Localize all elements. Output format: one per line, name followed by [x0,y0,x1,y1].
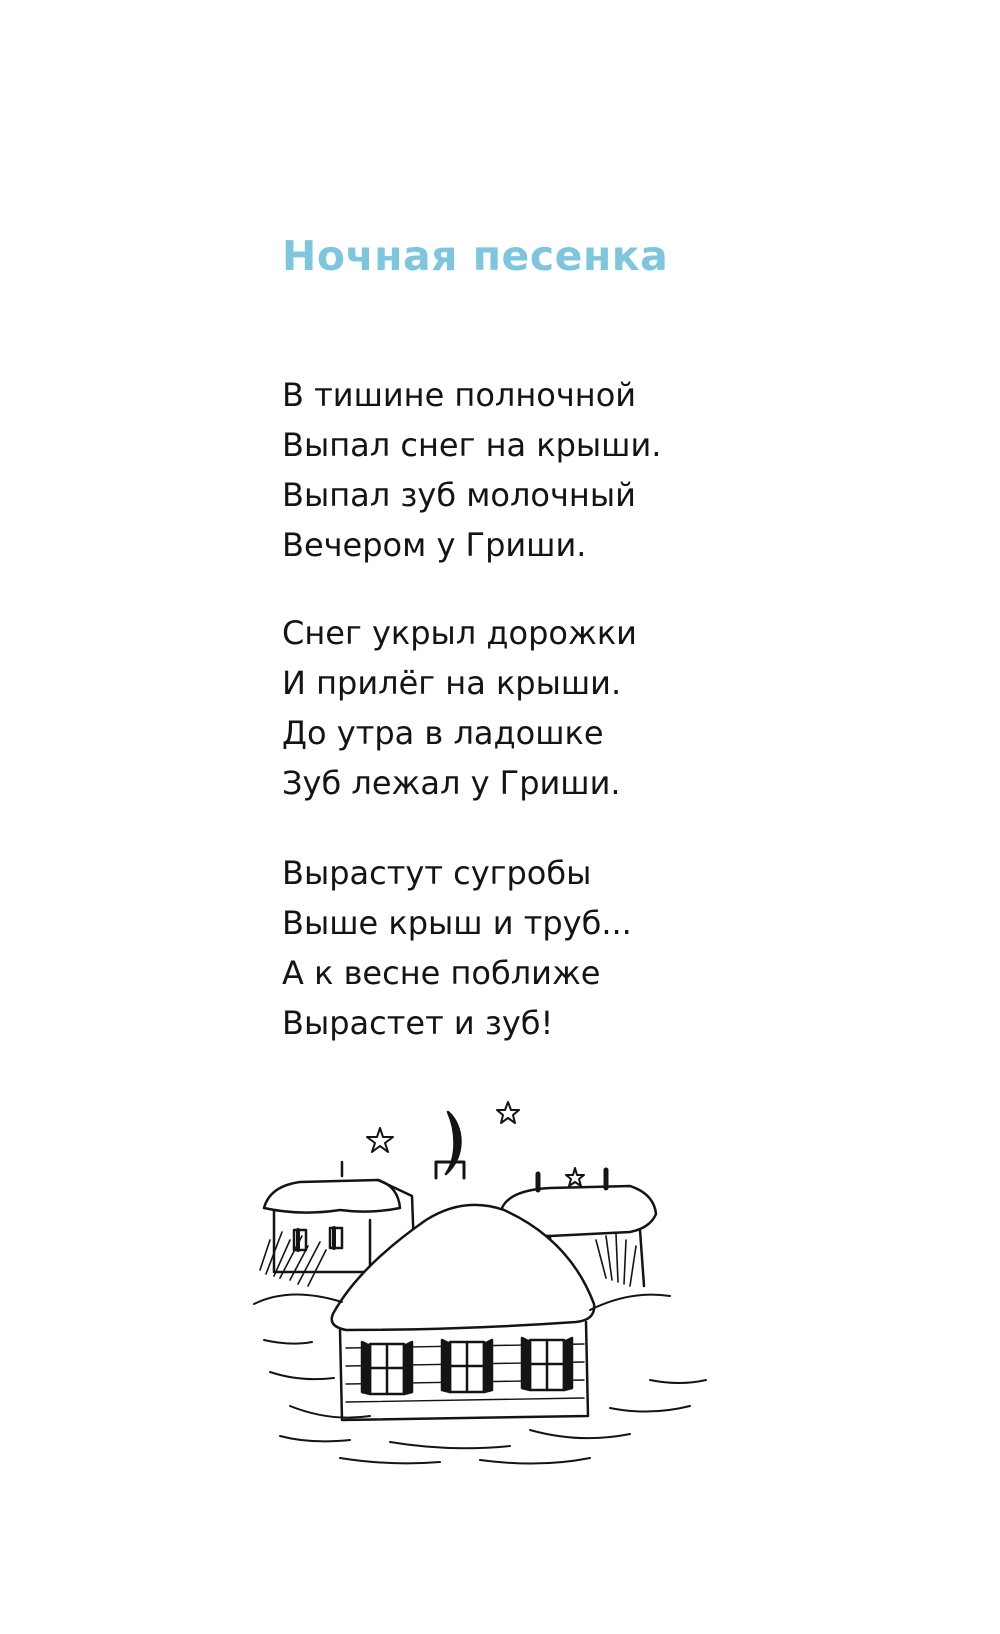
window-icon [362,1342,412,1394]
window-icon [522,1338,572,1390]
poem-title: Ночная песенка [282,232,669,280]
poem-line: Вырастет и зуб! [282,1004,554,1042]
window-icon [442,1340,492,1392]
poem-line: И прилёг на крыши. [282,664,622,702]
poem-line: Зуб лежал у Гриши. [282,764,621,802]
star-icon [497,1102,519,1123]
snowy-village-night-icon [250,1090,730,1470]
stanza-1 [282,370,661,570]
moon-icon [446,1112,461,1174]
poem-line: До утра в ладошке [282,714,604,752]
poem-line: Выпал зуб молочный [282,476,636,514]
poem-line: А к весне поближе [282,954,601,992]
poem-line: Снег укрыл дорожки [282,614,637,652]
poem-line: Выше крыш и труб... [282,904,632,942]
stanza-2 [282,608,637,808]
star-icon [367,1128,393,1152]
stanza-3 [282,848,632,1048]
poem-line: Вырастут сугробы [282,854,592,892]
poem-line: Выпал снег на крыши. [282,426,662,464]
poem-line: Вечером у Гриши. [282,526,587,564]
star-icon [566,1168,584,1186]
poem-line: В тишине полночной [282,376,637,414]
